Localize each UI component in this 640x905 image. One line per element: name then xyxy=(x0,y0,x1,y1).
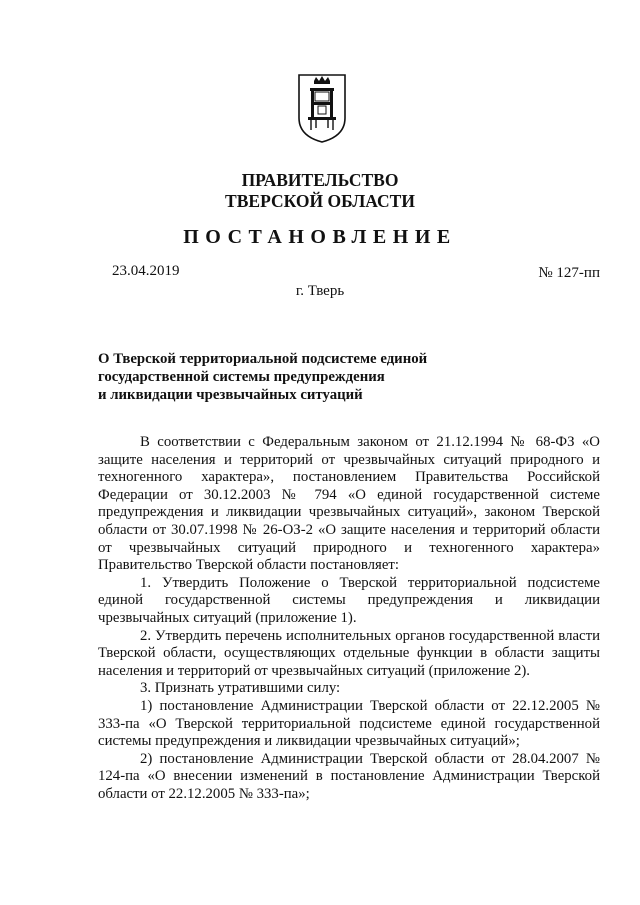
document-city: г. Тверь xyxy=(295,283,345,299)
document-number: № 127-пп xyxy=(538,265,600,281)
item-3-subitem-1: 1) постановление Администрации Тверской области от 22.12.2005 № 333-па «О Тверской территориальной подсистеме единой государственной системы предупреждения и ликвидации чрезвычайных ситуаций»; xyxy=(98,697,600,750)
preamble-paragraph: В соответствии с Федеральным законом от 21.12.1994 № 68-ФЗ «О защите населения и территорий от чрезвычайных ситуаций природного и техногенного характера», постановлением Правительства Российской Федерации от 30.12.2003 № 794 «О единой государственной системе предупреждения и ликвидации чрезвычайных ситуаций», законом Тверской области от 30.07.1998 № 26-ОЗ-2 «О защите населения и территорий области от чрезвычайных ситуаций природного и техногенного характера» Правительство Тверской области постановляет: xyxy=(98,434,600,574)
document-body xyxy=(98,434,600,803)
issuing-authority-line2: ТВЕРСКОЙ ОБЛАСТИ xyxy=(225,191,415,211)
item-3-subitem-2: 2) постановление Администрации Тверской области от 28.04.2007 № 124-па «О внесении изменений в постановление Администрации Тверской области от 22.12.2005 № 333-па»; xyxy=(98,750,600,802)
tver-coat-of-arms-icon xyxy=(297,72,347,144)
item-3-paragraph: 3. Признать утратившими силу: xyxy=(140,680,341,697)
document-title-line2: государственной системы предупреждения xyxy=(98,369,385,385)
issuing-authority xyxy=(0,170,640,212)
document-date: 23.04.2019 xyxy=(112,263,180,279)
item-1-paragraph: 1. Утвердить Положение о Тверской территориальной подсистеме единой государственной системы предупреждения и ликвидации чрезвычайных ситуаций (приложение 1). xyxy=(98,574,600,626)
item-2-paragraph: 2. Утвердить перечень исполнительных органов государственной власти Тверской области, осуществляющих отдельные функции в области защиты населения и территорий от чрезвычайных ситуаций (приложение 2). xyxy=(98,627,600,679)
document-type: ПОСТАНОВЛЕНИЕ xyxy=(183,226,457,248)
document-title-line3: и ликвидации чрезвычайных ситуаций xyxy=(98,387,363,403)
document-title xyxy=(98,350,458,404)
issuing-authority-line1: ПРАВИТЕЛЬСТВО xyxy=(241,170,399,190)
document-title-line1: О Тверской территориальной подсистеме единой xyxy=(98,351,428,367)
